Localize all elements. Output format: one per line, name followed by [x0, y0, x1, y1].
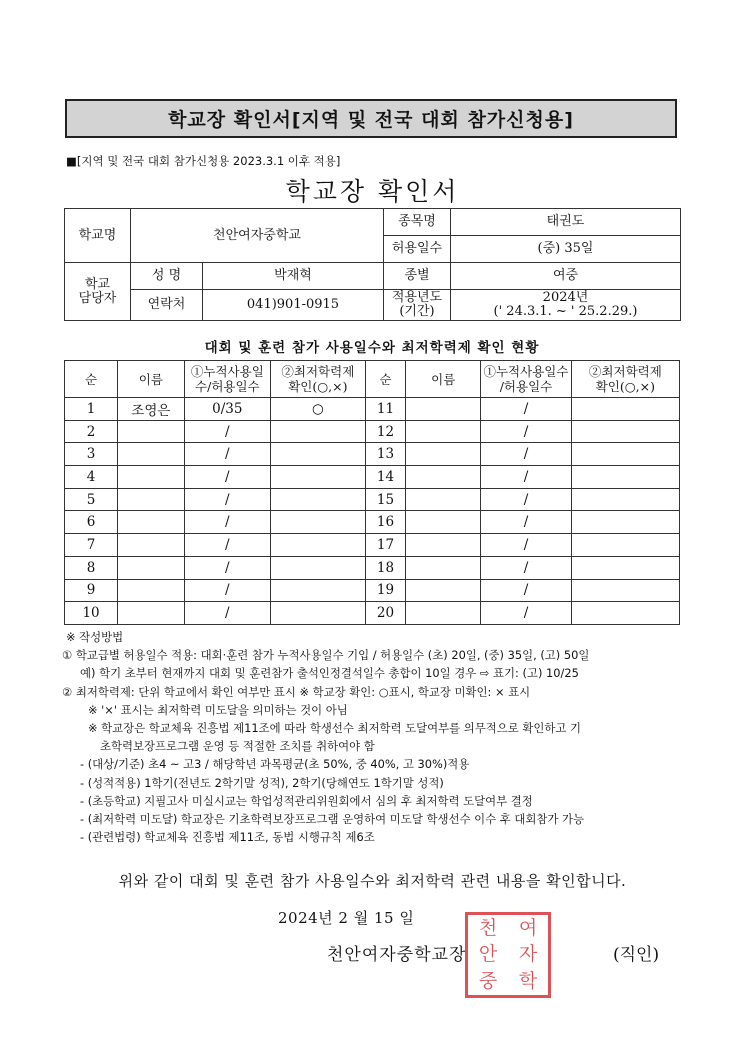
category-value: 여중: [451, 263, 681, 290]
confirmation-statement: 위와 같이 대회 및 훈련 참가 사용일수와 최저학력 관련 내용을 확인합니다.: [118, 872, 627, 890]
row-name: [118, 420, 185, 443]
header-days-left-line2: 수/허용일수: [195, 379, 260, 394]
event-label: 종목명: [384, 209, 451, 236]
row-days: /: [184, 420, 270, 443]
event-value: 태권도: [451, 209, 681, 236]
row-no: 5: [65, 488, 118, 511]
row-name: [118, 443, 185, 466]
issue-date: 2024년 2 월 15 일: [278, 909, 415, 927]
row-min: [271, 579, 366, 602]
row-min: [571, 511, 679, 534]
row-min: [571, 466, 679, 489]
row-min: [571, 579, 679, 602]
table-row: [65, 488, 680, 511]
row-no: 9: [65, 579, 118, 602]
row-name: [406, 511, 481, 534]
header-days-right: [481, 361, 572, 398]
seal-char: 자: [518, 943, 538, 966]
row-no: 10: [65, 602, 118, 625]
teacher-label-line1: 학교: [84, 276, 111, 292]
row-days: /: [481, 602, 572, 625]
note-line: 초학력보장프로그램 운영 등 적절한 조치를 취하여야 함: [100, 739, 375, 754]
name-label: 성 명: [131, 263, 203, 290]
table-row: [65, 579, 680, 602]
row-name: [406, 534, 481, 557]
teacher-label-line2: 담당자: [78, 290, 117, 306]
row-min: [271, 488, 366, 511]
row-days: /: [481, 534, 572, 557]
seal-char: 안: [478, 943, 498, 966]
contact-label: 연락처: [131, 290, 203, 321]
row-name: [406, 488, 481, 511]
row-days: /: [481, 556, 572, 579]
row-days: /: [184, 602, 270, 625]
note-line: 예) 학기 초부터 현재까지 대회 및 훈련참가 출석인정결석일수 총합이 10일 경우 ⇨ 표기: (고) 10/25: [80, 666, 579, 681]
note-line: - (초등학교) 지필고사 미실시교는 학업성적관리위원회에서 심의 후 최저학력 도달여부 결정: [80, 793, 533, 808]
status-table: [64, 360, 680, 625]
allowed-days-label: 허용일수: [384, 236, 451, 263]
row-min: [271, 602, 366, 625]
header-min-right-line1: ②최저학력제: [588, 364, 662, 379]
note-line: ※ '×' 표시는 최저학력 미도달을 의미하는 것이 아님: [88, 702, 348, 717]
row-name: [118, 534, 185, 557]
status-header-row: [65, 361, 680, 398]
row-name: [118, 488, 185, 511]
row-min: [271, 466, 366, 489]
row-days: /: [481, 398, 572, 421]
year-label-line2: (기간): [399, 304, 435, 319]
note-line: - (성적적용) 1학기(전년도 2학기말 성적), 2학기(당해연도 1학기말 성적): [80, 775, 444, 790]
header-days-left-line1: ①누적사용일: [190, 364, 264, 379]
contact-value: 041)901-0915: [203, 290, 384, 321]
row-min: [571, 534, 679, 557]
row-name: 조영은: [118, 398, 185, 421]
table-row: [65, 398, 680, 421]
seal-char: 천: [478, 916, 498, 939]
row-days: /: [481, 466, 572, 489]
note-line: - (관련법령) 학교체육 진흥법 제11조, 동법 시행규칙 제6조: [80, 830, 375, 845]
table-row: [65, 511, 680, 534]
seal-label: (직인): [613, 945, 660, 965]
document-banner: 학교장 확인서[지역 및 전국 대회 참가신청용]: [65, 99, 677, 138]
name-value: 박재혁: [203, 263, 384, 290]
note-line: ※ 학교장은 학교체육 진흥법 제11조에 따라 학생선수 최저학력 도달여부를 의무적으로 확인하고 기: [88, 721, 581, 736]
row-name: [118, 579, 185, 602]
school-label: 학교명: [65, 209, 131, 263]
seal-char: 중: [478, 970, 498, 993]
row-no: 19: [365, 579, 406, 602]
school-info-table: [64, 208, 681, 321]
row-name: [406, 466, 481, 489]
row-min: [571, 602, 679, 625]
row-days: /: [481, 443, 572, 466]
row-no: 17: [365, 534, 406, 557]
row-no: 18: [365, 556, 406, 579]
row-name: [406, 420, 481, 443]
year-value-line2: (' 24.3.1. ~ ' 25.2.29.): [493, 304, 638, 319]
header-min-right-line2: 확인(○,×): [595, 379, 655, 394]
applicability-note: ■[지역 및 전국 대회 참가신청용 2023.3.1 이후 적용]: [66, 154, 341, 168]
note-line: - (대상/기준) 초4 ~ 고3 / 해당학년 과목평균(초 50%, 중 40%, 고 30%)적용: [80, 757, 470, 772]
header-days-left: [184, 361, 270, 398]
teacher-label: [65, 263, 131, 321]
row-min: [571, 488, 679, 511]
table-row: [65, 420, 680, 443]
row-name: [118, 466, 185, 489]
row-name: [118, 556, 185, 579]
header-min-right: [571, 361, 679, 398]
header-no-right: 순: [365, 361, 406, 398]
year-value: [451, 290, 681, 321]
notes-heading: ※ 작성방법: [66, 630, 124, 644]
row-min: [571, 398, 679, 421]
seal-char: 여: [518, 916, 538, 939]
row-min: [271, 556, 366, 579]
header-name-left: 이름: [118, 361, 185, 398]
note-line: - (최저학력 미도달) 학교장은 기초학력보장프로그램 운영하여 미도달 학생선수 이수 후 대회참가 가능: [80, 812, 584, 827]
year-label: [384, 290, 451, 321]
row-no: 14: [365, 466, 406, 489]
row-min: [571, 420, 679, 443]
row-no: 6: [65, 511, 118, 534]
row-days: /: [184, 534, 270, 557]
row-min: [571, 556, 679, 579]
row-days: /: [481, 579, 572, 602]
row-name: [406, 602, 481, 625]
row-days: /: [184, 579, 270, 602]
instructions: [62, 628, 682, 846]
row-no: 4: [65, 466, 118, 489]
row-no: 2: [65, 420, 118, 443]
row-name: [118, 511, 185, 534]
header-min-left: [271, 361, 366, 398]
row-days: /: [184, 466, 270, 489]
row-days: /: [184, 511, 270, 534]
category-label: 종별: [384, 263, 451, 290]
row-no: 1: [65, 398, 118, 421]
header-min-left-line1: ②최저학력제: [281, 364, 355, 379]
header-days-right-line1: ①누적사용일수: [483, 364, 569, 379]
row-name: [406, 556, 481, 579]
header-min-left-line2: 확인(○,×): [288, 379, 348, 394]
row-name: [406, 579, 481, 602]
table-row: [65, 466, 680, 489]
row-name: [118, 602, 185, 625]
header-name-right: 이름: [406, 361, 481, 398]
row-no: 15: [365, 488, 406, 511]
table-row: [65, 443, 680, 466]
note-line: ② 최저학력제: 단위 학교에서 확인 여부만 표시 ※ 학교장 확인: ○표시, 학교장 미확인: × 표시: [62, 684, 531, 699]
row-no: 13: [365, 443, 406, 466]
school-value: 천안여자중학교: [131, 209, 384, 263]
row-no: 12: [365, 420, 406, 443]
row-name: [406, 398, 481, 421]
note-line: ① 학교급별 허용일수 적용: 대회·훈련 참가 누적사용일수 기입 / 허용일수 (초) 20일, (중) 35일, (고) 50일: [62, 648, 590, 663]
row-days: /: [481, 488, 572, 511]
row-no: 20: [365, 602, 406, 625]
row-days: /: [481, 420, 572, 443]
year-value-line1: 2024년: [542, 290, 589, 305]
principal-signature: 천안여자중학교장: [327, 945, 467, 965]
row-no: 7: [65, 534, 118, 557]
row-days: /: [481, 511, 572, 534]
official-seal: [465, 912, 551, 998]
row-no: 16: [365, 511, 406, 534]
row-min: [271, 511, 366, 534]
row-no: 11: [365, 398, 406, 421]
allowed-days-value: (중) 35일: [451, 236, 681, 263]
row-min: [271, 534, 366, 557]
table-row: [65, 534, 680, 557]
row-min: [271, 443, 366, 466]
row-min: ○: [271, 398, 366, 421]
row-days: 0/35: [184, 398, 270, 421]
row-name: [406, 443, 481, 466]
header-no-left: 순: [65, 361, 118, 398]
document-title: 학교장 확인서: [285, 177, 460, 206]
year-label-line1: 적용년도: [391, 290, 443, 305]
row-min: [271, 420, 366, 443]
table-row: [65, 602, 680, 625]
seal-char: 학: [518, 970, 538, 993]
row-no: 3: [65, 443, 118, 466]
row-days: /: [184, 488, 270, 511]
row-days: /: [184, 556, 270, 579]
header-days-right-line2: /허용일수: [499, 379, 553, 394]
status-table-title: 대회 및 훈련 참가 사용일수와 최저학력제 확인 현황: [204, 340, 540, 356]
row-min: [571, 443, 679, 466]
row-days: /: [184, 443, 270, 466]
row-no: 8: [65, 556, 118, 579]
table-row: [65, 556, 680, 579]
